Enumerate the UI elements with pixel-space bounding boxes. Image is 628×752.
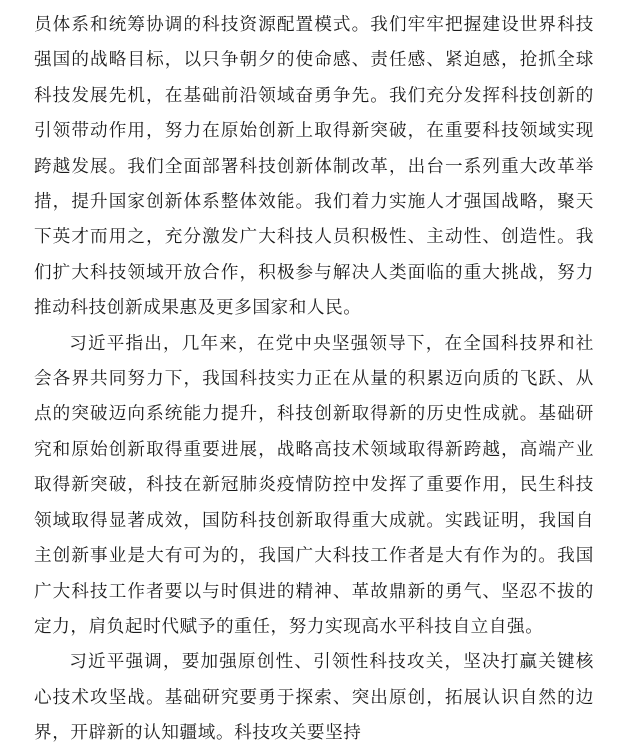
paragraph-1: 员体系和统筹协调的科技资源配置模式。我们牢牢把握建设世界科技强国的战略目标，以只争朝夕的使命感、责任感、紧迫感，抢抓全球科技发展先机，在基础前沿领域奋勇争先。我们充分发挥科技创新的引领带动作用，努力在原始创新上取得新突破，在重要科技领域实现跨越发展。我们全面部署科技创新体制改革，出台一系列重大改革举措，提升国家创新体系整体效能。我们着力实施人才强国战略，聚天下英才而用之，充分激发广大科技人员积极性、主动性、创造性。我们扩大科技领域开放合作，积极参与解决人类面临的重大挑战，努力推动科技创新成果惠及更多国家和人民。: [34, 15, 594, 319]
paragraph-2: 习近平指出，几年来，在党中央坚强领导下，在全国科技界和社会各界共同努力下，我国科技实力正在从量的积累迈向质的飞跃、从点的突破迈向系统能力提升，科技创新取得新的历史性成就。基础研究和原始创新取得重要进展，战略高技术领域取得新跨越，高端产业取得新突破，科技在新冠肺炎疫情防控中发挥了重要作用，民生科技领域取得显著成效，国防科技创新取得重大成就。实践证明，我国自主创新事业是大有可为的，我国广大科技工作者是大有作为的。我国广大科技工作者要以与时俱进的精神、革故鼎新的勇气、坚忍不拔的定力，肩负起时代赋予的重任，努力实现高水平科技自立自强。: [34, 333, 594, 637]
paragraph-3: 习近平强调，要加强原创性、引领性科技攻关，坚决打赢关键核心技术攻坚战。基础研究要勇于探索、突出原创，拓展认识自然的边界，开辟新的认知疆域。科技攻关要坚持: [34, 652, 594, 744]
